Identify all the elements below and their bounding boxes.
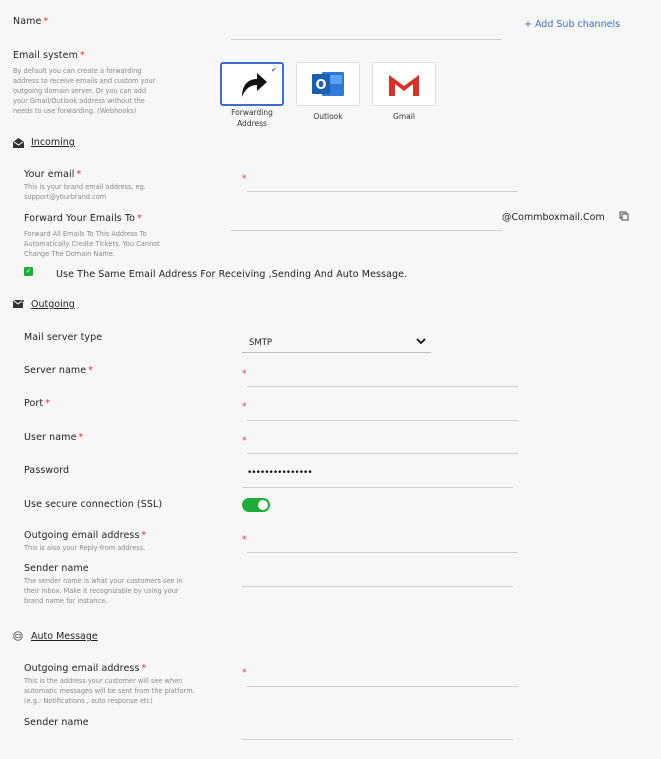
forwarding-address-caption: Forwarding Address (231, 108, 273, 128)
required-marker: * (242, 174, 247, 184)
same-address-label: Use The Same Email Address For Receiving ,Sending And Auto Message. (56, 269, 408, 280)
forward-emails-label: Forward Your Emails To * (24, 213, 142, 224)
incoming-section-title: Incoming (31, 137, 75, 148)
your-email-label: Your email * (24, 169, 82, 180)
copy-icon[interactable] (619, 211, 629, 221)
name-field[interactable] (231, 39, 502, 40)
auto-outgoing-email-label: Outgoing email address * (24, 663, 147, 674)
mail-server-type-value: SMTP (249, 338, 273, 348)
outlook-caption: Outlook (313, 112, 343, 121)
outgoing-section-title: Outgoing (31, 299, 75, 310)
auto-sender-name-label: Sender name (24, 717, 89, 728)
outgoing-email-label: Outgoing email address * (24, 530, 147, 541)
email-system-help: By default you can create a forwarding address to receive emails and custom your outgoing domain server. Or you can add your Gmail/Outlook address without the needs to use forwarding. (Webhooks) (13, 67, 156, 115)
user-name-label: User name * (24, 432, 84, 443)
envelope-send-icon (13, 299, 24, 309)
your-email-help: This is your brand email address, eg. support@yourbrand.com (24, 183, 146, 201)
forward-domain: @Commboxmail.Com (502, 212, 605, 223)
forward-emails-help: Forward All Emails To This Address To Automatically Create Tickets. You Cannot Change The Domain Name. (24, 230, 160, 258)
auto-sender-name-field[interactable] (242, 739, 513, 740)
envelope-open-icon (13, 138, 24, 148)
outlook-option[interactable] (296, 62, 360, 106)
port-label: Port * (24, 398, 51, 409)
email-system-label: Email system * (13, 50, 85, 61)
mail-server-type-select[interactable] (242, 352, 431, 353)
auto-outgoing-email-help: This is the address your customer will see when automatic messages will be sent from the platform. (e.g.: Notifications , auto response etc) (24, 677, 195, 705)
sender-name-label: Sender name (24, 563, 89, 574)
same-address-checkbox[interactable]: ✓ (25, 267, 32, 275)
password-value: ••••••••••••••• (247, 468, 312, 478)
server-name-label: Server name * (24, 365, 94, 376)
sender-name-field[interactable] (242, 586, 513, 587)
ssl-label: Use secure connection (SSL) (24, 499, 163, 510)
gmail-option[interactable] (372, 62, 436, 106)
forward-emails-field[interactable] (231, 230, 502, 231)
port-field[interactable] (247, 420, 518, 421)
selected-check-icon: ✔ (271, 66, 277, 74)
password-label: Password (24, 465, 70, 476)
required-marker: * (242, 369, 247, 379)
auto-message-section-title: Auto Message (31, 631, 98, 642)
gmail-icon (386, 70, 422, 98)
mail-server-type-label: Mail server type (24, 332, 103, 343)
outlook-icon (310, 69, 346, 99)
outgoing-email-help: This is also your Reply-from address. (24, 544, 146, 552)
password-field[interactable] (242, 487, 513, 488)
sender-name-help: The sender name is what your customers see in their inbox. Make it recognizable by using your brand name for instance. (24, 577, 183, 605)
required-marker: * (242, 668, 247, 678)
add-sub-channels-link[interactable]: + Add Sub channels (524, 19, 621, 30)
gmail-caption: Gmail (393, 112, 415, 121)
forwarding-address-option[interactable] (220, 62, 284, 106)
toggle-knob (258, 500, 268, 510)
required-marker: * (242, 535, 247, 545)
name-label: Name * (13, 16, 49, 27)
chevron-down-icon[interactable] (416, 337, 426, 345)
user-name-field[interactable] (247, 453, 518, 454)
ssl-toggle[interactable] (242, 498, 270, 512)
auto-outgoing-email-field[interactable] (247, 686, 518, 687)
forward-arrow-icon (235, 67, 269, 101)
svg-text:O: O (315, 78, 327, 93)
auto-message-icon (13, 631, 24, 641)
required-marker: * (242, 436, 247, 446)
required-marker: * (242, 402, 247, 412)
server-name-field[interactable] (247, 386, 518, 387)
your-email-field[interactable] (247, 191, 518, 192)
outgoing-email-field[interactable] (247, 552, 518, 553)
